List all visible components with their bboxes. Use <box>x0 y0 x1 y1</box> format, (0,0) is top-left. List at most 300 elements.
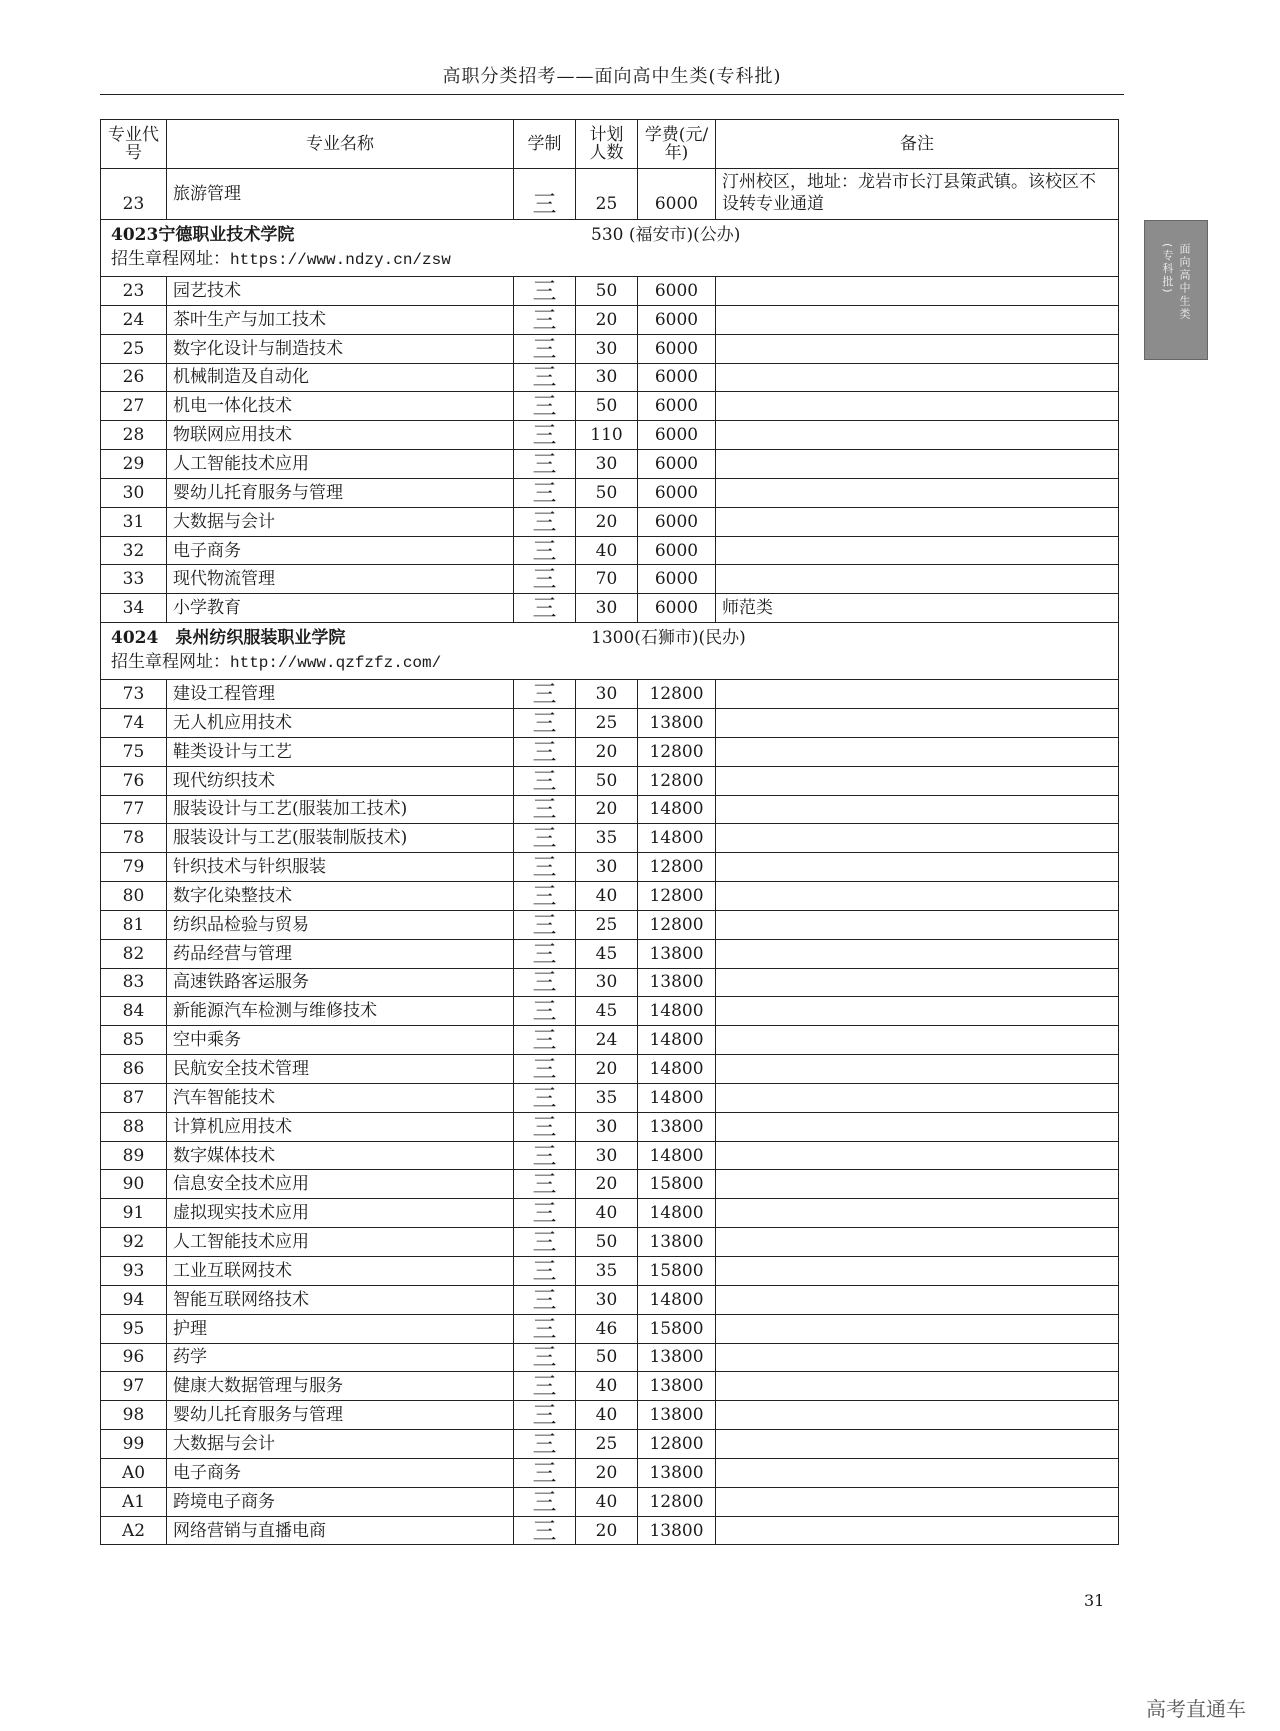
remark-cell <box>716 1055 1119 1084</box>
plan-quota-cell: 30 <box>576 680 638 709</box>
tuition-fee-cell: 6000 <box>638 277 716 306</box>
institution-meta: 530 (福安市)(公办) <box>591 225 741 245</box>
table-row <box>101 824 1119 853</box>
remark-cell <box>716 334 1119 363</box>
plan-quota-cell: 25 <box>576 708 638 737</box>
tuition-fee-cell: 15800 <box>638 1314 716 1343</box>
major-code-cell: 91 <box>101 1199 167 1228</box>
study-years-cell: 三 <box>514 594 576 623</box>
table-row <box>101 169 1119 220</box>
remark-cell <box>716 392 1119 421</box>
institution-heading <box>111 627 1108 653</box>
table-row <box>101 766 1119 795</box>
major-code-cell: 73 <box>101 680 167 709</box>
table-row <box>101 392 1119 421</box>
major-code-cell: 23 <box>101 277 167 306</box>
plan-quota-cell: 40 <box>576 1401 638 1430</box>
remark-cell <box>716 536 1119 565</box>
study-years-cell: 三 <box>514 853 576 882</box>
plan-quota-cell: 25 <box>576 1430 638 1459</box>
table-row <box>101 1199 1119 1228</box>
major-name-cell: 电子商务 <box>167 536 514 565</box>
major-code-cell: 74 <box>101 708 167 737</box>
header-rule <box>100 94 1124 95</box>
plan-quota-cell: 30 <box>576 334 638 363</box>
major-name-cell: 纺织品检验与贸易 <box>167 910 514 939</box>
tuition-fee-cell: 14800 <box>638 795 716 824</box>
tuition-fee-cell: 6000 <box>638 450 716 479</box>
remark-cell <box>716 939 1119 968</box>
tuition-fee-cell: 12800 <box>638 680 716 709</box>
side-tab-line1: 面向高中生类 <box>1178 243 1191 321</box>
major-name-cell: 婴幼儿托育服务与管理 <box>167 478 514 507</box>
study-years-cell: 三 <box>514 507 576 536</box>
remark-cell <box>716 680 1119 709</box>
study-years-cell: 三 <box>514 968 576 997</box>
study-years-cell: 三 <box>514 1026 576 1055</box>
study-years-cell: 三 <box>514 824 576 853</box>
remark-cell <box>716 450 1119 479</box>
remark-cell <box>716 795 1119 824</box>
major-name-cell: 无人机应用技术 <box>167 708 514 737</box>
institution-title: 4024 泉州纺织服装职业学院 <box>111 628 346 649</box>
header-fee: 学费(元/年) <box>638 120 716 169</box>
major-name-cell: 现代物流管理 <box>167 565 514 594</box>
study-years-cell: 三 <box>514 277 576 306</box>
major-name-cell: 茶叶生产与加工技术 <box>167 305 514 334</box>
study-years-cell: 三 <box>514 565 576 594</box>
remark-cell <box>716 1112 1119 1141</box>
plan-quota-cell: 25 <box>576 910 638 939</box>
major-code-cell: 82 <box>101 939 167 968</box>
major-name-cell: 婴幼儿托育服务与管理 <box>167 1401 514 1430</box>
major-name-cell: 针织技术与针织服装 <box>167 853 514 882</box>
tuition-fee-cell: 13800 <box>638 1343 716 1372</box>
tuition-fee-cell: 6000 <box>638 392 716 421</box>
tuition-fee-cell: 12800 <box>638 1487 716 1516</box>
study-years-cell: 三 <box>514 766 576 795</box>
table-row <box>101 478 1119 507</box>
major-name-cell: 物联网应用技术 <box>167 421 514 450</box>
url-label: 招生章程网址： <box>111 249 230 269</box>
plan-quota-cell: 30 <box>576 363 638 392</box>
major-code-cell: A0 <box>101 1458 167 1487</box>
remark-cell <box>716 910 1119 939</box>
table-row <box>101 1026 1119 1055</box>
major-name-cell: 药学 <box>167 1343 514 1372</box>
major-code-cell: 77 <box>101 795 167 824</box>
major-code-cell: 79 <box>101 853 167 882</box>
remark-cell <box>716 997 1119 1026</box>
study-years-cell: 三 <box>514 334 576 363</box>
study-years-cell: 三 <box>514 169 576 220</box>
major-code-cell: 34 <box>101 594 167 623</box>
remark-cell <box>716 1516 1119 1545</box>
major-code-cell: 97 <box>101 1372 167 1401</box>
plan-quota-cell: 35 <box>576 1083 638 1112</box>
major-code-cell: 29 <box>101 450 167 479</box>
plan-quota-cell: 30 <box>576 968 638 997</box>
study-years-cell: 三 <box>514 997 576 1026</box>
study-years-cell: 三 <box>514 910 576 939</box>
major-name-cell: 人工智能技术应用 <box>167 450 514 479</box>
institution-cell <box>101 220 1119 277</box>
tuition-fee-cell: 12800 <box>638 766 716 795</box>
plan-quota-cell: 20 <box>576 1055 638 1084</box>
major-name-cell: 虚拟现实技术应用 <box>167 1199 514 1228</box>
remark-cell <box>716 363 1119 392</box>
table-row <box>101 1314 1119 1343</box>
remark-cell <box>716 766 1119 795</box>
study-years-cell: 三 <box>514 1257 576 1286</box>
study-years-cell: 三 <box>514 1285 576 1314</box>
plan-quota-cell: 30 <box>576 1141 638 1170</box>
plan-quota-cell: 24 <box>576 1026 638 1055</box>
plan-quota-cell: 30 <box>576 853 638 882</box>
study-years-cell: 三 <box>514 1112 576 1141</box>
admission-url: https://www.ndzy.cn/zsw <box>230 251 451 269</box>
major-code-cell: 92 <box>101 1228 167 1257</box>
tuition-fee-cell: 15800 <box>638 1170 716 1199</box>
study-years-cell: 三 <box>514 1343 576 1372</box>
study-years-cell: 三 <box>514 939 576 968</box>
table-row <box>101 421 1119 450</box>
tuition-fee-cell: 13800 <box>638 1401 716 1430</box>
major-code-cell: 87 <box>101 1083 167 1112</box>
plan-quota-cell: 50 <box>576 766 638 795</box>
table-row <box>101 1112 1119 1141</box>
major-name-cell: 工业互联网技术 <box>167 1257 514 1286</box>
study-years-cell: 三 <box>514 795 576 824</box>
major-name-cell: 高速铁路客运服务 <box>167 968 514 997</box>
tuition-fee-cell: 13800 <box>638 1372 716 1401</box>
table-row <box>101 363 1119 392</box>
major-code-cell: 28 <box>101 421 167 450</box>
major-code-cell: 94 <box>101 1285 167 1314</box>
tuition-fee-cell: 6000 <box>638 169 716 220</box>
url-label: 招生章程网址： <box>111 652 230 673</box>
tuition-fee-cell: 14800 <box>638 997 716 1026</box>
institution-heading <box>111 224 1108 250</box>
tuition-fee-cell: 13800 <box>638 1458 716 1487</box>
major-code-cell: 99 <box>101 1430 167 1459</box>
major-code-cell: 33 <box>101 565 167 594</box>
plan-quota-cell: 40 <box>576 536 638 565</box>
study-years-cell: 三 <box>514 680 576 709</box>
major-code-cell: 88 <box>101 1112 167 1141</box>
major-name-cell: 跨境电子商务 <box>167 1487 514 1516</box>
major-code-cell: A2 <box>101 1516 167 1545</box>
study-years-cell: 三 <box>514 392 576 421</box>
major-name-cell: 大数据与会计 <box>167 507 514 536</box>
tuition-fee-cell: 12800 <box>638 1430 716 1459</box>
table-row <box>101 565 1119 594</box>
tuition-fee-cell: 6000 <box>638 478 716 507</box>
major-name-cell: 人工智能技术应用 <box>167 1228 514 1257</box>
plan-quota-cell: 20 <box>576 1458 638 1487</box>
admission-url: http://www.qzfzfz.com/ <box>230 654 442 673</box>
table-row <box>101 1401 1119 1430</box>
study-years-cell: 三 <box>514 1199 576 1228</box>
table-row <box>101 1285 1119 1314</box>
tuition-fee-cell: 6000 <box>638 565 716 594</box>
table-row <box>101 1343 1119 1372</box>
study-years-cell: 三 <box>514 1401 576 1430</box>
tuition-fee-cell: 12800 <box>638 910 716 939</box>
major-name-cell: 数字媒体技术 <box>167 1141 514 1170</box>
major-name-cell: 机电一体化技术 <box>167 392 514 421</box>
major-name-cell: 民航安全技术管理 <box>167 1055 514 1084</box>
tuition-fee-cell: 14800 <box>638 1055 716 1084</box>
remark-cell <box>716 853 1119 882</box>
table-row <box>101 795 1119 824</box>
plan-quota-cell: 40 <box>576 1487 638 1516</box>
plan-quota-cell: 45 <box>576 939 638 968</box>
header-years: 学制 <box>514 120 576 169</box>
tuition-fee-cell: 13800 <box>638 1112 716 1141</box>
major-code-cell: 85 <box>101 1026 167 1055</box>
major-name-cell: 园艺技术 <box>167 277 514 306</box>
watermark: 高考直通车 <box>1146 1697 1246 1721</box>
table-row <box>101 1170 1119 1199</box>
plan-quota-cell: 35 <box>576 1257 638 1286</box>
remark-cell <box>716 968 1119 997</box>
major-name-cell: 空中乘务 <box>167 1026 514 1055</box>
major-name-cell: 电子商务 <box>167 1458 514 1487</box>
remark-cell <box>716 882 1119 911</box>
tuition-fee-cell: 6000 <box>638 334 716 363</box>
table-row <box>101 1372 1119 1401</box>
major-code-cell: 95 <box>101 1314 167 1343</box>
table-row <box>101 680 1119 709</box>
plan-quota-cell: 30 <box>576 594 638 623</box>
institution-row <box>101 220 1119 277</box>
study-years-cell: 三 <box>514 1141 576 1170</box>
table-row <box>101 997 1119 1026</box>
major-code-cell: 86 <box>101 1055 167 1084</box>
tuition-fee-cell: 14800 <box>638 1026 716 1055</box>
major-name-cell: 大数据与会计 <box>167 1430 514 1459</box>
tuition-fee-cell: 12800 <box>638 882 716 911</box>
plan-quota-cell: 30 <box>576 450 638 479</box>
study-years-cell: 三 <box>514 1487 576 1516</box>
tuition-fee-cell: 6000 <box>638 536 716 565</box>
tuition-fee-cell: 6000 <box>638 421 716 450</box>
table-row <box>101 1083 1119 1112</box>
plan-quota-cell: 20 <box>576 737 638 766</box>
table-body <box>101 169 1119 1545</box>
remark-cell <box>716 305 1119 334</box>
plan-quota-cell: 20 <box>576 1170 638 1199</box>
table-row <box>101 1458 1119 1487</box>
study-years-cell: 三 <box>514 1083 576 1112</box>
plan-quota-cell: 40 <box>576 882 638 911</box>
study-years-cell: 三 <box>514 1314 576 1343</box>
major-name-cell: 健康大数据管理与服务 <box>167 1372 514 1401</box>
remark-cell <box>716 421 1119 450</box>
major-name-cell: 新能源汽车检测与维修技术 <box>167 997 514 1026</box>
tuition-fee-cell: 14800 <box>638 1285 716 1314</box>
major-name-cell: 数字化设计与制造技术 <box>167 334 514 363</box>
admissions-table <box>100 119 1119 1545</box>
major-name-cell: 建设工程管理 <box>167 680 514 709</box>
table-row <box>101 1430 1119 1459</box>
remark-cell <box>716 1026 1119 1055</box>
plan-quota-cell: 50 <box>576 392 638 421</box>
major-code-cell: 24 <box>101 305 167 334</box>
study-years-cell: 三 <box>514 1458 576 1487</box>
table-row <box>101 305 1119 334</box>
major-code-cell: 75 <box>101 737 167 766</box>
table-row <box>101 853 1119 882</box>
major-code-cell: 32 <box>101 536 167 565</box>
remark-cell <box>716 824 1119 853</box>
plan-quota-cell: 30 <box>576 1285 638 1314</box>
remark-cell <box>716 708 1119 737</box>
remark-cell <box>716 1401 1119 1430</box>
table-row <box>101 968 1119 997</box>
table-row <box>101 1487 1119 1516</box>
major-code-cell: 31 <box>101 507 167 536</box>
tuition-fee-cell: 14800 <box>638 1083 716 1112</box>
tuition-fee-cell: 14800 <box>638 1199 716 1228</box>
remark-cell <box>716 478 1119 507</box>
header-code: 专业代号 <box>101 120 167 169</box>
plan-quota-cell: 50 <box>576 478 638 507</box>
table-row <box>101 737 1119 766</box>
major-code-cell: 93 <box>101 1257 167 1286</box>
remark-cell: 汀州校区，地址：龙岩市长汀县策武镇。该校区不设转专业通道 <box>716 169 1119 220</box>
study-years-cell: 三 <box>514 1228 576 1257</box>
table-header-row <box>101 120 1119 169</box>
side-tab-line2: (专科批) <box>1161 243 1174 295</box>
study-years-cell: 三 <box>514 1430 576 1459</box>
study-years-cell: 三 <box>514 478 576 507</box>
major-code-cell: 89 <box>101 1141 167 1170</box>
section-side-tab <box>1144 220 1208 360</box>
header-note: 备注 <box>716 120 1119 169</box>
major-code-cell: A1 <box>101 1487 167 1516</box>
study-years-cell: 三 <box>514 1516 576 1545</box>
major-code-cell: 26 <box>101 363 167 392</box>
table-row <box>101 1257 1119 1286</box>
remark-cell <box>716 1458 1119 1487</box>
tuition-fee-cell: 14800 <box>638 1141 716 1170</box>
institution-meta: 1300(石狮市)(民办) <box>591 628 746 649</box>
tuition-fee-cell: 13800 <box>638 968 716 997</box>
institution-url-line <box>111 653 1108 672</box>
plan-quota-cell: 45 <box>576 997 638 1026</box>
institution-cell <box>101 623 1119 680</box>
study-years-cell: 三 <box>514 1170 576 1199</box>
tuition-fee-cell: 6000 <box>638 305 716 334</box>
plan-quota-cell: 35 <box>576 824 638 853</box>
major-code-cell: 84 <box>101 997 167 1026</box>
remark-cell <box>716 277 1119 306</box>
study-years-cell: 三 <box>514 708 576 737</box>
header-name: 专业名称 <box>167 120 514 169</box>
table-row <box>101 450 1119 479</box>
plan-quota-cell: 30 <box>576 1112 638 1141</box>
major-code-cell: 81 <box>101 910 167 939</box>
tuition-fee-cell: 12800 <box>638 853 716 882</box>
study-years-cell: 三 <box>514 737 576 766</box>
major-name-cell: 信息安全技术应用 <box>167 1170 514 1199</box>
remark-cell <box>716 1487 1119 1516</box>
tuition-fee-cell: 6000 <box>638 594 716 623</box>
remark-cell <box>716 737 1119 766</box>
institution-title: 4023宁德职业技术学院 <box>111 225 295 245</box>
tuition-fee-cell: 15800 <box>638 1257 716 1286</box>
remark-cell <box>716 1314 1119 1343</box>
table-row <box>101 536 1119 565</box>
remark-cell <box>716 1372 1119 1401</box>
header-quota: 计划人数 <box>576 120 638 169</box>
major-name-cell: 机械制造及自动化 <box>167 363 514 392</box>
plan-quota-cell: 40 <box>576 1372 638 1401</box>
tuition-fee-cell: 6000 <box>638 363 716 392</box>
table-row <box>101 1228 1119 1257</box>
major-name-cell: 数字化染整技术 <box>167 882 514 911</box>
remark-cell <box>716 1285 1119 1314</box>
plan-quota-cell: 46 <box>576 1314 638 1343</box>
plan-quota-cell: 25 <box>576 169 638 220</box>
major-code-cell: 27 <box>101 392 167 421</box>
study-years-cell: 三 <box>514 450 576 479</box>
remark-cell <box>716 1257 1119 1286</box>
table-row <box>101 708 1119 737</box>
plan-quota-cell: 20 <box>576 305 638 334</box>
page-header: 高职分类招考——面向高中生类(专科批) <box>442 66 782 87</box>
table-row <box>101 1516 1119 1545</box>
table-row <box>101 1055 1119 1084</box>
major-name-cell: 护理 <box>167 1314 514 1343</box>
major-name-cell: 网络营销与直播电商 <box>167 1516 514 1545</box>
major-name-cell: 现代纺织技术 <box>167 766 514 795</box>
table-row <box>101 1141 1119 1170</box>
plan-quota-cell: 70 <box>576 565 638 594</box>
study-years-cell: 三 <box>514 305 576 334</box>
major-code-cell: 90 <box>101 1170 167 1199</box>
tuition-fee-cell: 13800 <box>638 939 716 968</box>
major-code-cell: 96 <box>101 1343 167 1372</box>
remark-cell <box>716 1343 1119 1372</box>
major-name-cell: 计算机应用技术 <box>167 1112 514 1141</box>
remark-cell <box>716 1141 1119 1170</box>
remark-cell <box>716 1430 1119 1459</box>
tuition-fee-cell: 14800 <box>638 824 716 853</box>
tuition-fee-cell: 6000 <box>638 507 716 536</box>
plan-quota-cell: 50 <box>576 1343 638 1372</box>
plan-quota-cell: 110 <box>576 421 638 450</box>
major-code-cell: 76 <box>101 766 167 795</box>
remark-cell <box>716 1199 1119 1228</box>
tuition-fee-cell: 12800 <box>638 737 716 766</box>
remark-cell <box>716 1083 1119 1112</box>
major-name-cell: 服装设计与工艺(服装加工技术) <box>167 795 514 824</box>
major-code-cell: 78 <box>101 824 167 853</box>
plan-quota-cell: 50 <box>576 277 638 306</box>
plan-quota-cell: 20 <box>576 1516 638 1545</box>
institution-url-line <box>111 250 1108 269</box>
institution-row <box>101 623 1119 680</box>
study-years-cell: 三 <box>514 882 576 911</box>
study-years-cell: 三 <box>514 421 576 450</box>
major-code-cell: 25 <box>101 334 167 363</box>
table-row <box>101 882 1119 911</box>
major-name-cell: 服装设计与工艺(服装制版技术) <box>167 824 514 853</box>
table-row <box>101 910 1119 939</box>
